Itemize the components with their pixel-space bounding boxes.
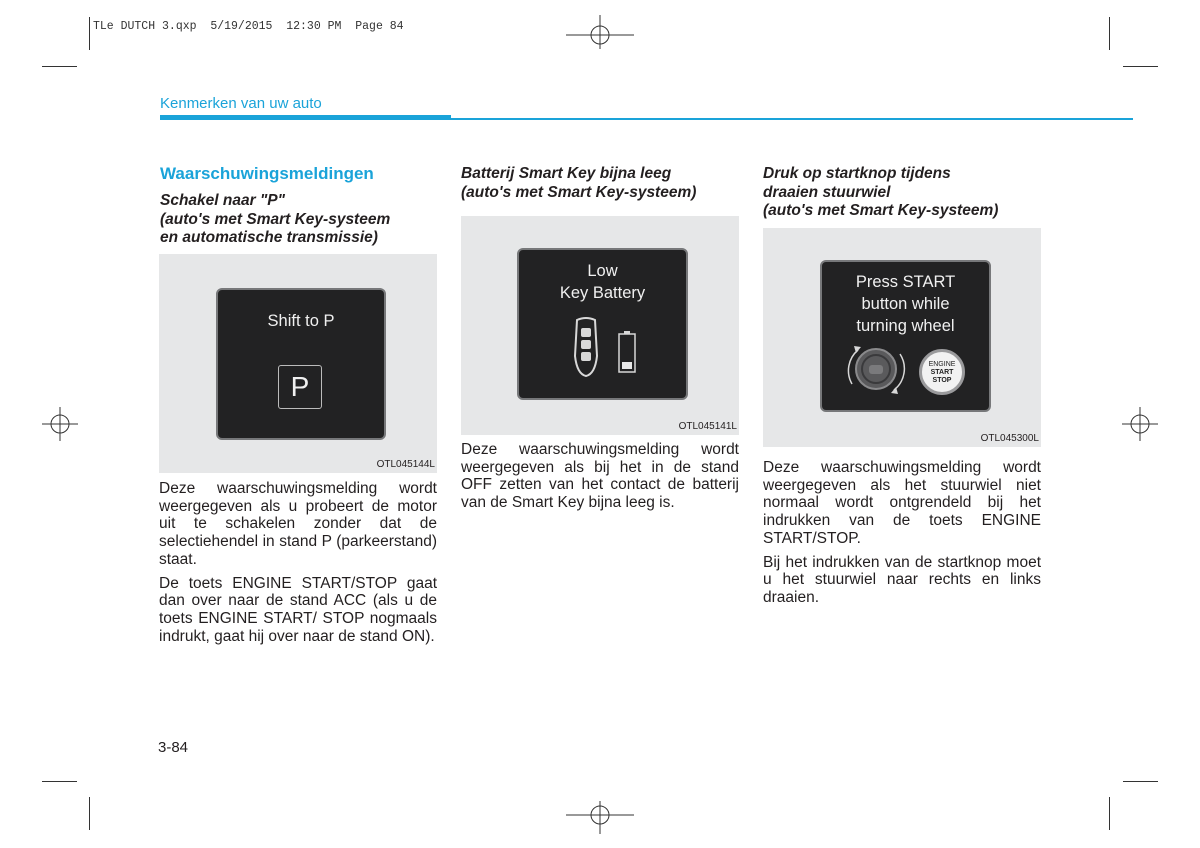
paragraph: Deze waarschuwingsmelding wordt weergegeven als bij het in de stand OFF zetten van het contact de batterij van de Smart Key bijna leeg is. [461, 441, 739, 512]
figure-press-start [763, 228, 1041, 447]
col1-heading: Waarschuwingsmeldingen [160, 164, 374, 183]
display-line: Key Battery [559, 284, 646, 302]
engine-start-stop-button-icon: ENGINE START STOP [919, 349, 965, 395]
col3-subheading: Druk op startknop tijdens draaien stuurwiel (auto's met Smart Key-systeem) [763, 165, 999, 219]
print-slug: TLe DUTCH 3.qxp 5/19/2015 12:30 PM Page 84 [93, 20, 404, 33]
paragraph: Deze waarschuwingsmelding wordt weergegeven als het stuurwiel niet normaal wordt ontgrendeld bij het indrukken van de toets ENGINE START/STOP. [763, 459, 1041, 547]
figure-code: OTL045300L [980, 433, 1039, 444]
col2-body [461, 441, 739, 518]
paragraph: Bij het indrukken van de startknop moet u het stuurwiel naar rechts en links draaien. [763, 553, 1041, 606]
display-line: button while [861, 295, 950, 313]
paragraph: Deze waarschuwingsmelding wordt weergegeven als u probeert de motor uit te schakelen zonder dat de selectiehendel in stand P (parkeerstand) staat. [159, 480, 437, 568]
display-text: Shift to P [267, 312, 335, 330]
display-screen [216, 288, 386, 440]
display-line: Press START [855, 273, 956, 291]
display-screen [820, 260, 991, 412]
figure-code: OTL045144L [376, 459, 435, 470]
header-rule-thick [160, 115, 451, 120]
figure-low-key-battery [461, 216, 739, 435]
figure-code: OTL045141L [678, 421, 737, 432]
page-number: 3-84 [158, 739, 189, 756]
display-screen [517, 248, 688, 400]
gear-p-indicator: P [278, 365, 322, 409]
col3-body [763, 459, 1041, 613]
paragraph: De toets ENGINE START/STOP gaat dan over naar de stand ACC (als u de toets ENGINE START/ STOP nogmaals indrukt, gaat hij over naar de stand ON). [159, 574, 437, 645]
figure-shift-to-p [159, 254, 437, 473]
low-battery-icon [617, 330, 637, 374]
col2-subheading: Batterij Smart Key bijna leeg (auto's met Smart Key-systeem) [461, 165, 697, 201]
display-line: Low [587, 262, 618, 280]
col1-subheading: Schakel naar "P" (auto's met Smart Key-systeem en automatische transmissie) [160, 192, 391, 246]
smart-key-icon [571, 316, 601, 378]
steering-wheel-icon [842, 336, 912, 402]
col1-body [159, 480, 437, 651]
display-line: turning wheel [856, 317, 955, 335]
header-rule-thin [451, 118, 1133, 120]
section-title: Kenmerken van uw auto [160, 95, 322, 112]
